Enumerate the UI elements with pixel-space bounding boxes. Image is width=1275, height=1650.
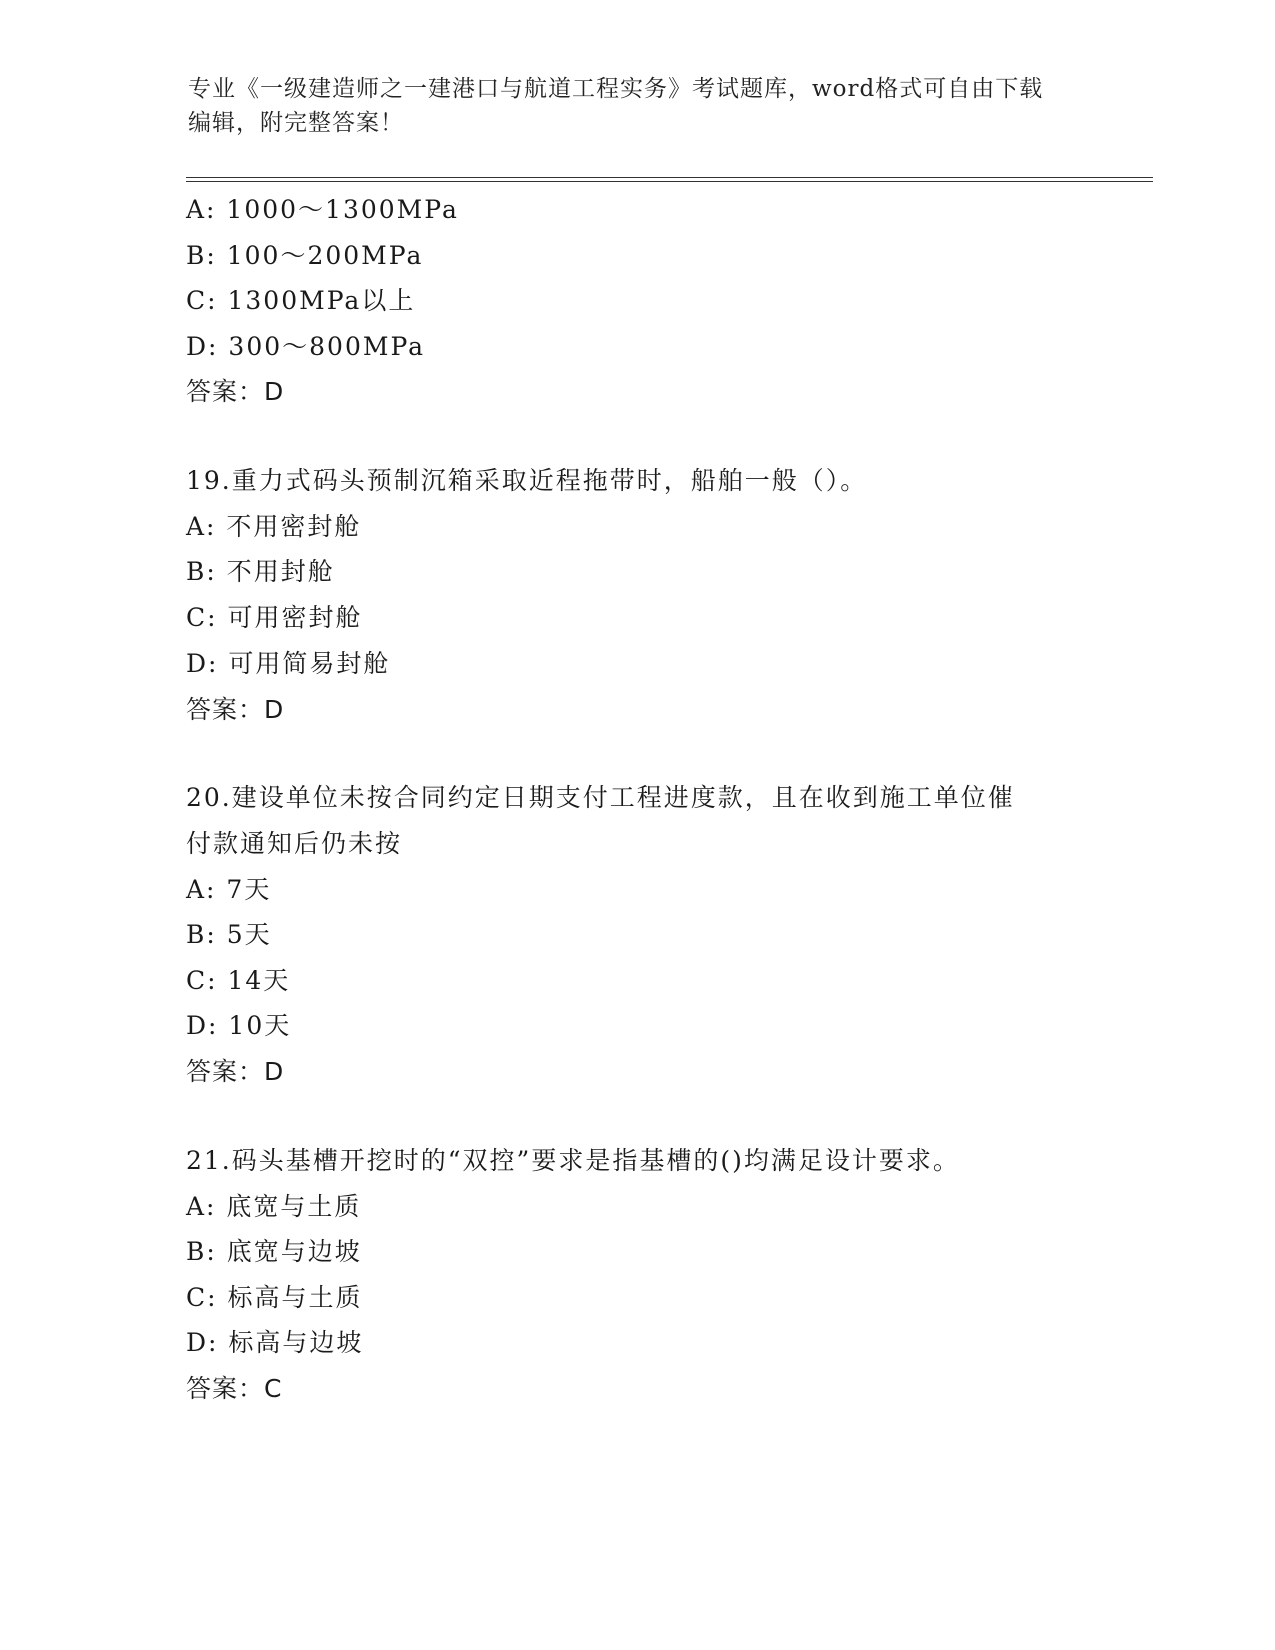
header-line-2: 编辑，附完整答案！	[188, 110, 404, 136]
header-line-1: 专业《一级建造师之一建港口与航道工程实务》考试题库，word格式可自由下载	[188, 76, 1044, 102]
fragment-option-c: C: 1300MPa以上	[186, 286, 416, 315]
header-rule-top	[186, 177, 1153, 178]
fragment-answer: 答案：D	[186, 377, 285, 406]
question-21-option-b: B: 底宽与边坡	[186, 1237, 362, 1266]
question-19-stem: 19.重力式码头预制沉箱采取近程拖带时，船舶一般（）。	[186, 466, 868, 495]
question-20-answer: 答案：D	[186, 1057, 285, 1086]
question-21-answer: 答案：C	[186, 1374, 283, 1403]
question-20-option-d: D: 10天	[186, 1011, 292, 1040]
fragment-option-b: B: 100～200MPa	[186, 241, 424, 270]
question-21-option-d: D: 标高与边坡	[186, 1328, 364, 1357]
question-20-option-a: A: 7天	[186, 875, 272, 904]
question-20-option-c: C: 14天	[186, 966, 291, 995]
question-19-option-b: B: 不用封舱	[186, 557, 335, 586]
question-19-option-d: D: 可用简易封舱	[186, 649, 391, 678]
question-19-answer: 答案：D	[186, 695, 285, 724]
question-21-option-c: C: 标高与土质	[186, 1283, 363, 1312]
fragment-option-a: A: 1000～1300MPa	[186, 195, 459, 224]
question-21-option-a: A: 底宽与土质	[186, 1192, 362, 1221]
question-19-option-c: C: 可用密封舱	[186, 603, 363, 632]
question-19-option-a: A: 不用密封舱	[186, 512, 362, 541]
question-21-stem: 21.码头基槽开挖时的“双控”要求是指基槽的()均满足设计要求。	[186, 1146, 960, 1175]
question-20-option-b: B: 5天	[186, 920, 272, 949]
question-20-stem-line-2: 付款通知后仍未按	[186, 829, 403, 858]
fragment-option-d: D: 300～800MPa	[186, 332, 426, 361]
question-20-stem-line-1: 20.建设单位未按合同约定日期支付工程进度款，且在收到施工单位催	[186, 783, 1015, 812]
header-rule-bottom	[186, 181, 1153, 182]
document-header	[188, 72, 1068, 140]
